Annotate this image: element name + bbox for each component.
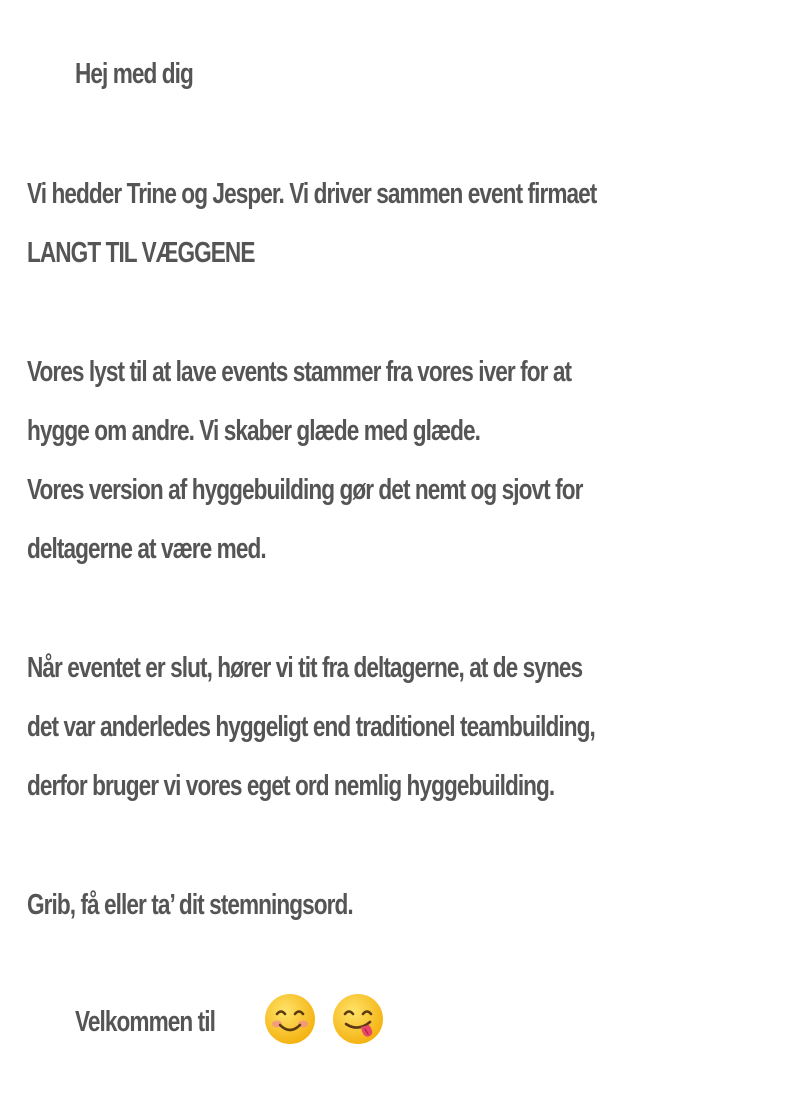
closing-text: Velkommen til: [75, 1006, 215, 1038]
emoji-row: [263, 992, 385, 1046]
paragraph-2-line-2: hygge om andre. Vi skaber glæde med glæde.: [27, 415, 481, 447]
paragraph-3-line-3: derfor bruger vi vores eget ord nemlig hyggebuilding.: [27, 770, 555, 802]
greeting: Hej med dig: [75, 58, 193, 90]
paragraph-3-line-2: det var anderledes hyggeligt end traditionel teambuilding,: [27, 711, 595, 743]
paragraph-3-line-1: Når eventet er slut, hører vi tit fra deltagerne, at de synes: [27, 652, 583, 684]
smiling-face-icon: [263, 992, 317, 1046]
company-name: LANGT TIL VÆGGENE: [27, 237, 255, 269]
paragraph-1-line-1: Vi hedder Trine og Jesper. Vi driver sammen event firmaet: [27, 178, 597, 210]
paragraph-4-line-1: Grib, få eller ta’ dit stemningsord.: [27, 889, 353, 921]
face-savoring-food-icon: [331, 992, 385, 1046]
paragraph-2-line-3: Vores version af hyggebuilding gør det nemt og sjovt for: [27, 474, 583, 506]
paragraph-2-line-1: Vores lyst til at lave events stammer fra vores iver for at: [27, 356, 572, 388]
paragraph-2-line-4: deltagerne at være med.: [27, 533, 266, 565]
